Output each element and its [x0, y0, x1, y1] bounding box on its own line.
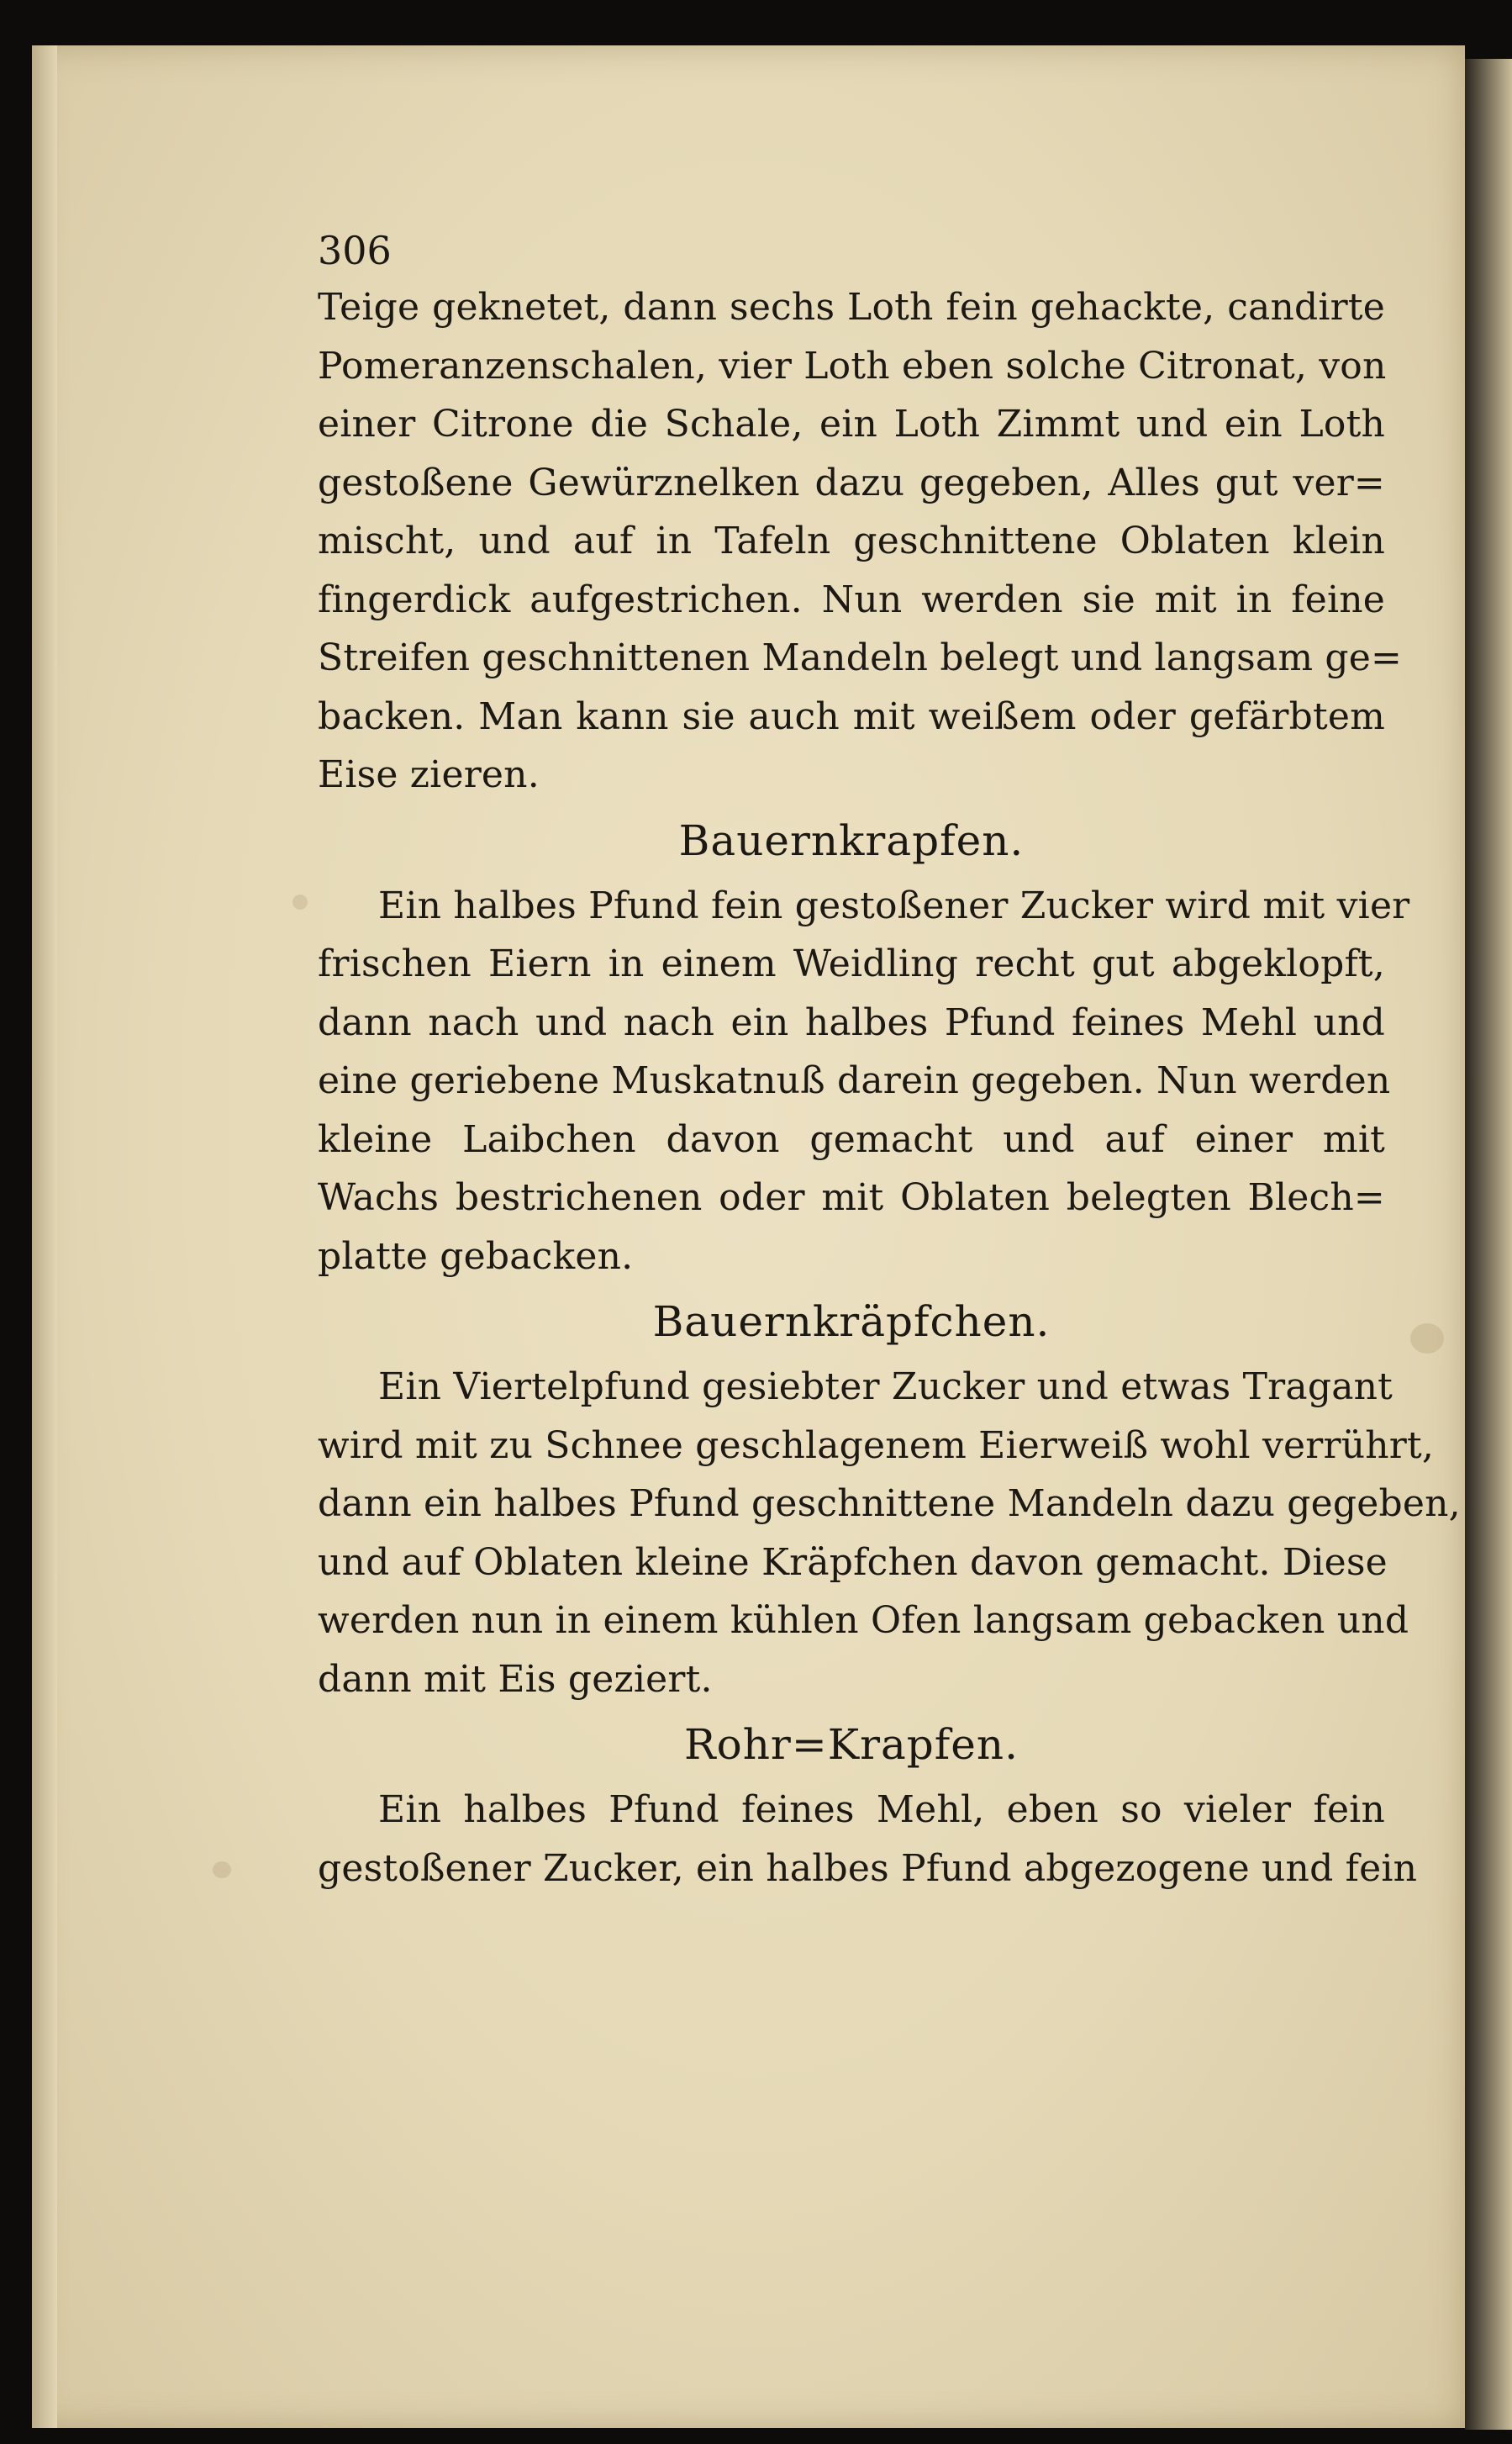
- recipe-paragraph: [318, 877, 1410, 1286]
- text-line: Ein Viertelpfund gesiebter Zucker und etwas Tragant: [378, 1365, 1393, 1408]
- text-line: gestoßener Zucker, ein halbes Pfund abgezogene und fein: [318, 1846, 1418, 1890]
- text-line: werden nun in einem kühlen Ofen langsam gebacken und: [318, 1599, 1409, 1642]
- text-line: eine geriebene Muskatnuß darein gegeben. Nun werden: [318, 1059, 1391, 1102]
- text-line: und auf Oblaten kleine Kräpfchen davon gemacht. Diese: [318, 1540, 1388, 1584]
- text-line: Streifen geschnittenen Mandeln belegt und langsam ge=: [318, 636, 1403, 679]
- text-line: platte gebacken.: [318, 1234, 634, 1278]
- recipe-paragraph: [318, 1781, 1418, 1898]
- text-line: Wachs bestrichenen oder mit Oblaten belegten Blech=: [318, 1176, 1385, 1219]
- page-number: 306: [318, 228, 392, 273]
- text-line: Eise zieren.: [318, 753, 540, 796]
- text-line: wird mit zu Schnee geschlagenem Eierweiß wohl verrührt,: [318, 1423, 1435, 1467]
- text-line: dann mit Eis geziert.: [318, 1657, 713, 1701]
- recipe-heading: Bauernkrapfen.: [678, 816, 1025, 865]
- text-line: Pomeranzenschalen, vier Loth eben solche Citronat, von: [318, 344, 1387, 388]
- paper-stain: [1410, 1323, 1444, 1354]
- page-edge: [32, 45, 57, 2428]
- recipe-heading: Bauernkräpfchen.: [652, 1297, 1051, 1346]
- text-line: fingerdick aufgestrichen. Nun werden sie mit in feine: [318, 578, 1385, 621]
- next-page-edge: [1465, 59, 1512, 2430]
- page-text: [318, 223, 1461, 1898]
- paper-stain: [213, 1861, 231, 1878]
- recipe-paragraph: [318, 1358, 1461, 1708]
- text-line: einer Citrone die Schale, ein Loth Zimmt und ein Loth: [318, 403, 1385, 446]
- text-line: frischen Eiern in einem Weidling recht gut abgeklopft,: [318, 942, 1385, 985]
- text-line: dann ein halbes Pfund geschnittene Mandeln dazu gegeben,: [318, 1482, 1461, 1525]
- paper-stain: [292, 895, 308, 910]
- text-line: gestoßene Gewürznelken dazu gegeben, Alles gut ver=: [318, 461, 1385, 504]
- paragraph-continuation: [318, 278, 1403, 805]
- text-line: Ein halbes Pfund fein gestoßener Zucker wird mit vier: [378, 884, 1410, 927]
- text-line: backen. Man kann sie auch mit weißem oder gefärbtem: [318, 694, 1385, 738]
- text-line: mischt, und auf in Tafeln geschnittene Oblaten klein: [318, 520, 1385, 562]
- text-line: dann nach und nach ein halbes Pfund feines Mehl und: [318, 1000, 1385, 1044]
- text-line: Teige geknetet, dann sechs Loth fein gehackte, candirte: [318, 286, 1385, 329]
- recipe-heading: Rohr=Krapfen.: [683, 1720, 1019, 1769]
- text-line: kleine Laibchen davon gemacht und auf einer mit: [318, 1117, 1385, 1161]
- text-line: Ein halbes Pfund feines Mehl, eben so vieler fein: [378, 1788, 1385, 1831]
